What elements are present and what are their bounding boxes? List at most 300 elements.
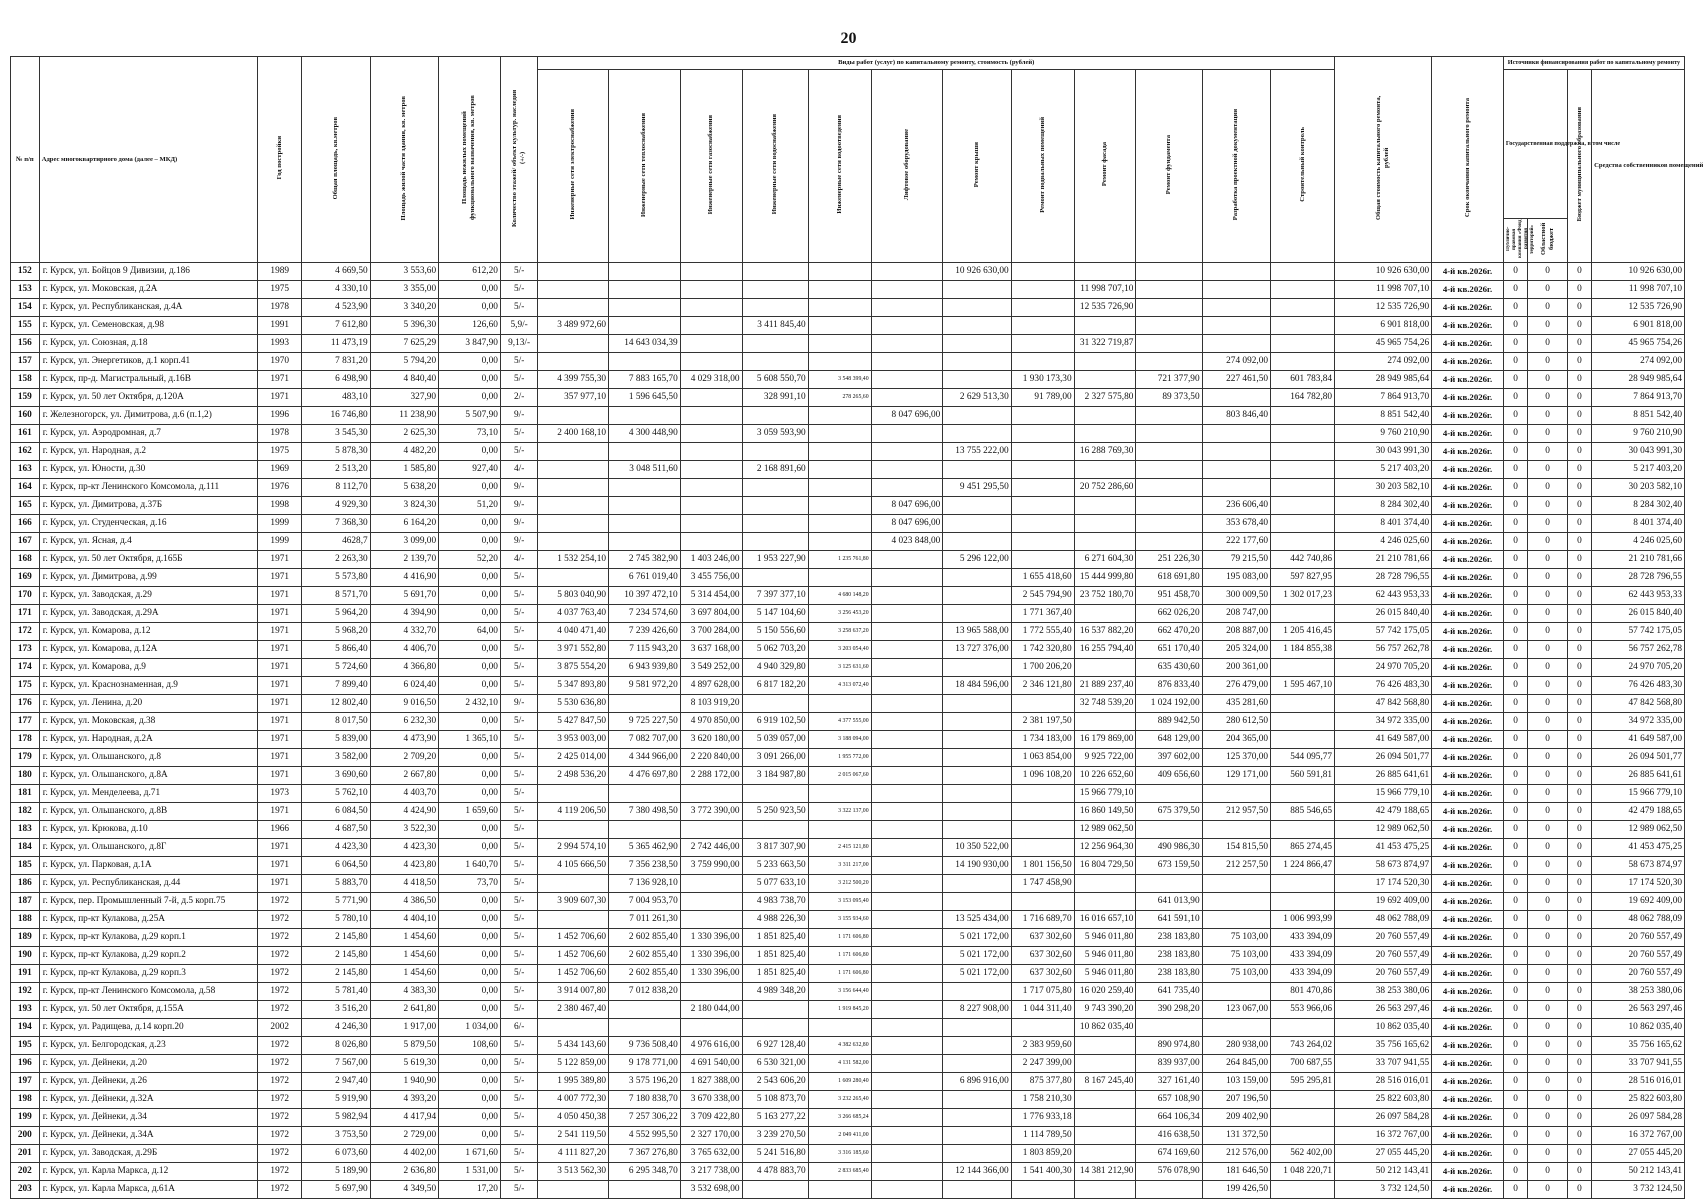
cell-control-cost bbox=[1271, 461, 1335, 479]
cell-living-area: 9 016,50 bbox=[370, 695, 438, 713]
cell-foundation-cost: 674 169,60 bbox=[1136, 1145, 1202, 1163]
cell-floors: 5/- bbox=[500, 713, 538, 731]
cell-basement-cost bbox=[1011, 839, 1074, 857]
cell-municipal-amount: 0 bbox=[1567, 479, 1591, 497]
cell-elec-cost: 4 119 206,50 bbox=[538, 803, 609, 821]
cell-facade-cost bbox=[1074, 263, 1136, 281]
cell-elec-cost: 1 995 389,80 bbox=[538, 1073, 609, 1091]
cell-municipal-amount: 0 bbox=[1567, 1109, 1591, 1127]
cell-lift-cost bbox=[871, 1055, 943, 1073]
cell-nonres-area: 612,20 bbox=[439, 263, 501, 281]
cell-gas-cost: 5 314 454,00 bbox=[680, 587, 742, 605]
cell-roof-cost: 13 755 222,00 bbox=[943, 443, 1011, 461]
cell-total-cost: 26 094 501,77 bbox=[1335, 749, 1432, 767]
cell-total-cost: 17 174 520,30 bbox=[1335, 875, 1432, 893]
cell-total-cost: 28 516 016,01 bbox=[1335, 1073, 1432, 1091]
cell-regional-amount: 0 bbox=[1528, 587, 1568, 605]
cell-total-cost: 6 901 818,00 bbox=[1335, 317, 1432, 335]
cell-owners-amount: 28 728 796,55 bbox=[1592, 569, 1685, 587]
cell-sewer-cost: 3 316 185,60 bbox=[808, 1145, 871, 1163]
cell-foundation-cost bbox=[1136, 821, 1202, 839]
cell-design-cost: 199 426,50 bbox=[1202, 1181, 1270, 1199]
cell-design-cost: 75 103,00 bbox=[1202, 947, 1270, 965]
cell-sewer-cost bbox=[808, 569, 871, 587]
cell-fund-amount: 0 bbox=[1503, 1019, 1527, 1037]
cell-lift-cost bbox=[871, 947, 943, 965]
cell-heat-cost bbox=[609, 1001, 681, 1019]
cell-owners-amount: 8 851 542,40 bbox=[1592, 407, 1685, 425]
cell-address: г. Курск, пр-кт Кулакова, д.29 корп.3 bbox=[39, 965, 257, 983]
cell-sewer-cost bbox=[808, 443, 871, 461]
header-sewer: Инженерные сети водоотведения bbox=[835, 115, 843, 214]
cell-living-area: 4 418,50 bbox=[370, 875, 438, 893]
cell-heat-cost bbox=[609, 443, 681, 461]
cell-owners-amount: 17 174 520,30 bbox=[1592, 875, 1685, 893]
cell-floors: 9/- bbox=[500, 533, 538, 551]
cell-municipal-amount: 0 bbox=[1567, 875, 1591, 893]
cell-regional-amount: 0 bbox=[1528, 1091, 1568, 1109]
cell-water-cost: 4 988 226,30 bbox=[742, 911, 808, 929]
cell-design-cost: 208 887,00 bbox=[1202, 623, 1270, 641]
cell-control-cost bbox=[1271, 479, 1335, 497]
cell-year: 1998 bbox=[258, 497, 302, 515]
cell-living-area: 5 794,20 bbox=[370, 353, 438, 371]
cell-total-area: 7 567,00 bbox=[302, 1055, 370, 1073]
cell-water-cost: 3 817 307,90 bbox=[742, 839, 808, 857]
table-row bbox=[11, 533, 1685, 551]
cell-sewer-cost bbox=[808, 299, 871, 317]
cell-year: 1971 bbox=[258, 371, 302, 389]
cell-foundation-cost bbox=[1136, 461, 1202, 479]
header-water: Инженерные сети водоснабжения bbox=[771, 114, 779, 215]
cell-floors: 5/- bbox=[500, 263, 538, 281]
header-municipal-cell bbox=[1567, 70, 1591, 263]
cell-facade-cost: 9 743 390,20 bbox=[1074, 1001, 1136, 1019]
cell-regional-amount: 0 bbox=[1528, 965, 1568, 983]
cell-floors: 5/- bbox=[500, 371, 538, 389]
cell-regional-amount: 0 bbox=[1528, 1001, 1568, 1019]
cell-roof-cost: 5 021 172,00 bbox=[943, 965, 1011, 983]
cell-roof-cost bbox=[943, 659, 1011, 677]
table-row bbox=[11, 479, 1685, 497]
cell-year: 1993 bbox=[258, 335, 302, 353]
cell-row-number: 202 bbox=[11, 1163, 40, 1181]
table-row bbox=[11, 497, 1685, 515]
cell-roof-cost bbox=[943, 317, 1011, 335]
cell-owners-amount: 41 453 475,25 bbox=[1592, 839, 1685, 857]
cell-design-cost bbox=[1202, 281, 1270, 299]
cell-nonres-area: 1 671,60 bbox=[439, 1145, 501, 1163]
cell-basement-cost: 1 758 210,30 bbox=[1011, 1091, 1074, 1109]
cell-heat-cost bbox=[609, 695, 681, 713]
table-row bbox=[11, 1145, 1685, 1163]
cell-address: г. Курск, ул. Республиканская, д.44 bbox=[39, 875, 257, 893]
cell-living-area: 5 638,20 bbox=[370, 479, 438, 497]
cell-elec-cost bbox=[538, 281, 609, 299]
cell-control-cost: 433 394,09 bbox=[1271, 929, 1335, 947]
cell-facade-cost: 23 752 180,70 bbox=[1074, 587, 1136, 605]
cell-municipal-amount: 0 bbox=[1567, 443, 1591, 461]
cell-term: 4-й кв.2026г. bbox=[1432, 983, 1504, 1001]
cell-living-area: 3 553,60 bbox=[370, 263, 438, 281]
cell-owners-amount: 48 062 788,09 bbox=[1592, 911, 1685, 929]
cell-total-area: 4 423,30 bbox=[302, 839, 370, 857]
cell-design-cost: 280 938,00 bbox=[1202, 1037, 1270, 1055]
table-row bbox=[11, 263, 1685, 281]
cell-municipal-amount: 0 bbox=[1567, 605, 1591, 623]
cell-address: г. Курск, ул. Краснознаменная, д.9 bbox=[39, 677, 257, 695]
cell-lift-cost bbox=[871, 821, 943, 839]
cell-year: 1971 bbox=[258, 587, 302, 605]
cell-owners-amount: 11 998 707,10 bbox=[1592, 281, 1685, 299]
cell-address: г. Курск, ул. Ольшанского, д.8В bbox=[39, 803, 257, 821]
cell-sewer-cost: 1 919 845,20 bbox=[808, 1001, 871, 1019]
cell-elec-cost: 3 971 552,80 bbox=[538, 641, 609, 659]
table-row bbox=[11, 641, 1685, 659]
cell-owners-amount: 3 732 124,50 bbox=[1592, 1181, 1685, 1199]
cell-regional-amount: 0 bbox=[1528, 731, 1568, 749]
cell-gas-cost bbox=[680, 335, 742, 353]
cell-design-cost: 222 177,60 bbox=[1202, 533, 1270, 551]
cell-basement-cost bbox=[1011, 803, 1074, 821]
cell-heat-cost: 14 643 034,39 bbox=[609, 335, 681, 353]
cell-nonres-area: 2 432,10 bbox=[439, 695, 501, 713]
cell-lift-cost bbox=[871, 1181, 943, 1199]
cell-nonres-area: 1 640,70 bbox=[439, 857, 501, 875]
cell-owners-amount: 20 760 557,49 bbox=[1592, 965, 1685, 983]
cell-address: г. Курск, пр-д. Магистральный, д.16В bbox=[39, 371, 257, 389]
cell-water-cost bbox=[742, 1019, 808, 1037]
cell-elec-cost bbox=[538, 443, 609, 461]
header-term: Срок окончания капитального ремонта bbox=[1463, 98, 1471, 218]
cell-address: г. Курск, ул. Заводская, д.29Б bbox=[39, 1145, 257, 1163]
cell-foundation-cost bbox=[1136, 785, 1202, 803]
cell-living-area: 4 840,40 bbox=[370, 371, 438, 389]
cell-facade-cost bbox=[1074, 1037, 1136, 1055]
cell-design-cost: 212 957,50 bbox=[1202, 803, 1270, 821]
cell-municipal-amount: 0 bbox=[1567, 1127, 1591, 1145]
cell-term: 4-й кв.2026г. bbox=[1432, 569, 1504, 587]
cell-foundation-cost: 635 430,60 bbox=[1136, 659, 1202, 677]
cell-total-area: 5 780,10 bbox=[302, 911, 370, 929]
cell-foundation-cost: 673 159,50 bbox=[1136, 857, 1202, 875]
cell-basement-cost: 1 541 400,30 bbox=[1011, 1163, 1074, 1181]
cell-regional-amount: 0 bbox=[1528, 317, 1568, 335]
cell-control-cost bbox=[1271, 281, 1335, 299]
cell-elec-cost: 3 914 007,80 bbox=[538, 983, 609, 1001]
cell-lift-cost bbox=[871, 929, 943, 947]
cell-fund-amount: 0 bbox=[1503, 1145, 1527, 1163]
cell-living-area: 3 522,30 bbox=[370, 821, 438, 839]
cell-gas-cost bbox=[680, 515, 742, 533]
cell-year: 1971 bbox=[258, 677, 302, 695]
cell-year: 1972 bbox=[258, 929, 302, 947]
cell-floors: 5/- bbox=[500, 299, 538, 317]
cell-floors: 5/- bbox=[500, 1091, 538, 1109]
cell-basement-cost: 1 742 320,80 bbox=[1011, 641, 1074, 659]
header-year-cell bbox=[258, 57, 302, 263]
page-number: 20 bbox=[840, 30, 857, 47]
cell-foundation-cost: 490 986,30 bbox=[1136, 839, 1202, 857]
cell-year: 1972 bbox=[258, 1163, 302, 1181]
cell-term: 4-й кв.2026г. bbox=[1432, 803, 1504, 821]
cell-address: г. Курск, ул. Дейнеки, д.26 bbox=[39, 1073, 257, 1091]
cell-basement-cost bbox=[1011, 281, 1074, 299]
cell-year: 1972 bbox=[258, 1091, 302, 1109]
cell-water-cost: 1 851 825,40 bbox=[742, 929, 808, 947]
cell-row-number: 177 bbox=[11, 713, 40, 731]
cell-facade-cost: 8 167 245,40 bbox=[1074, 1073, 1136, 1091]
cell-year: 1972 bbox=[258, 1109, 302, 1127]
header-fund: Публично-правовая компания «Фонд развития территорий» bbox=[1505, 219, 1535, 259]
cell-foundation-cost bbox=[1136, 1019, 1202, 1037]
table-row bbox=[11, 677, 1685, 695]
cell-roof-cost: 12 144 366,00 bbox=[943, 1163, 1011, 1181]
cell-fund-amount: 0 bbox=[1503, 911, 1527, 929]
cell-control-cost bbox=[1271, 407, 1335, 425]
cell-regional-amount: 0 bbox=[1528, 497, 1568, 515]
cell-design-cost: 803 846,40 bbox=[1202, 407, 1270, 425]
cell-row-number: 180 bbox=[11, 767, 40, 785]
cell-total-cost: 26 563 297,46 bbox=[1335, 1001, 1432, 1019]
cell-total-cost: 24 970 705,20 bbox=[1335, 659, 1432, 677]
header-design: Разработка проектной документации bbox=[1232, 108, 1240, 221]
cell-row-number: 154 bbox=[11, 299, 40, 317]
cell-heat-cost bbox=[609, 299, 681, 317]
cell-water-cost: 5 233 663,50 bbox=[742, 857, 808, 875]
cell-term: 4-й кв.2026г. bbox=[1432, 695, 1504, 713]
table-row bbox=[11, 785, 1685, 803]
cell-gas-cost: 3 549 252,00 bbox=[680, 659, 742, 677]
cell-lift-cost bbox=[871, 983, 943, 1001]
cell-regional-amount: 0 bbox=[1528, 785, 1568, 803]
cell-foundation-cost bbox=[1136, 425, 1202, 443]
cell-elec-cost bbox=[538, 407, 609, 425]
cell-municipal-amount: 0 bbox=[1567, 641, 1591, 659]
cell-nonres-area: 0,00 bbox=[439, 1091, 501, 1109]
cell-total-cost: 25 822 603,80 bbox=[1335, 1091, 1432, 1109]
cell-nonres-area: 73,10 bbox=[439, 425, 501, 443]
cell-design-cost bbox=[1202, 317, 1270, 335]
cell-fund-amount: 0 bbox=[1503, 623, 1527, 641]
table-row bbox=[11, 983, 1685, 1001]
cell-design-cost: 79 215,50 bbox=[1202, 551, 1270, 569]
cell-fund-amount: 0 bbox=[1503, 569, 1527, 587]
cell-owners-amount: 30 043 991,30 bbox=[1592, 443, 1685, 461]
cell-design-cost: 204 365,00 bbox=[1202, 731, 1270, 749]
cell-floors: 5/- bbox=[500, 1145, 538, 1163]
cell-control-cost bbox=[1271, 785, 1335, 803]
cell-nonres-area: 5 507,90 bbox=[439, 407, 501, 425]
cell-gas-cost: 1 330 396,00 bbox=[680, 947, 742, 965]
cell-living-area: 4 332,70 bbox=[370, 623, 438, 641]
cell-nonres-area: 0,00 bbox=[439, 821, 501, 839]
cell-heat-cost bbox=[609, 497, 681, 515]
cell-floors: 5/- bbox=[500, 677, 538, 695]
cell-control-cost: 433 394,09 bbox=[1271, 965, 1335, 983]
cell-total-cost: 27 055 445,20 bbox=[1335, 1145, 1432, 1163]
header-gas-cell bbox=[680, 70, 742, 263]
cell-living-area: 2 636,80 bbox=[370, 1163, 438, 1181]
cell-floors: 9/- bbox=[500, 479, 538, 497]
cell-nonres-area: 108,60 bbox=[439, 1037, 501, 1055]
cell-roof-cost: 9 451 295,50 bbox=[943, 479, 1011, 497]
cell-control-cost: 595 295,81 bbox=[1271, 1073, 1335, 1091]
cell-municipal-amount: 0 bbox=[1567, 371, 1591, 389]
cell-water-cost: 328 991,10 bbox=[742, 389, 808, 407]
cell-municipal-amount: 0 bbox=[1567, 965, 1591, 983]
cell-elec-cost bbox=[538, 821, 609, 839]
cell-foundation-cost: 664 106,34 bbox=[1136, 1109, 1202, 1127]
table-row bbox=[11, 1109, 1685, 1127]
cell-gas-cost bbox=[680, 533, 742, 551]
cell-total-cost: 56 757 262,78 bbox=[1335, 641, 1432, 659]
cell-regional-amount: 0 bbox=[1528, 389, 1568, 407]
cell-nonres-area: 0,00 bbox=[439, 767, 501, 785]
cell-lift-cost bbox=[871, 767, 943, 785]
cell-gas-cost bbox=[680, 479, 742, 497]
table-row bbox=[11, 1091, 1685, 1109]
cell-regional-amount: 0 bbox=[1528, 821, 1568, 839]
cell-total-area: 6 498,90 bbox=[302, 371, 370, 389]
cell-fund-amount: 0 bbox=[1503, 947, 1527, 965]
cell-owners-amount: 26 563 297,46 bbox=[1592, 1001, 1685, 1019]
cell-term: 4-й кв.2026г. bbox=[1432, 281, 1504, 299]
cell-design-cost bbox=[1202, 479, 1270, 497]
cell-gas-cost: 3 532 698,00 bbox=[680, 1181, 742, 1199]
cell-facade-cost: 15 966 779,10 bbox=[1074, 785, 1136, 803]
cell-sewer-cost: 4 382 632,80 bbox=[808, 1037, 871, 1055]
cell-living-area: 4 393,20 bbox=[370, 1091, 438, 1109]
cell-basement-cost: 2 383 959,60 bbox=[1011, 1037, 1074, 1055]
cell-facade-cost: 16 255 794,40 bbox=[1074, 641, 1136, 659]
table-row bbox=[11, 587, 1685, 605]
cell-control-cost bbox=[1271, 695, 1335, 713]
cell-floors: 5/- bbox=[500, 731, 538, 749]
cell-elec-cost bbox=[538, 911, 609, 929]
cell-water-cost: 4 983 738,70 bbox=[742, 893, 808, 911]
cell-owners-amount: 42 479 188,65 bbox=[1592, 803, 1685, 821]
cell-row-number: 164 bbox=[11, 479, 40, 497]
cell-total-area: 8 112,70 bbox=[302, 479, 370, 497]
cell-floors: 5/- bbox=[500, 965, 538, 983]
cell-roof-cost: 13 727 376,00 bbox=[943, 641, 1011, 659]
cell-year: 1971 bbox=[258, 389, 302, 407]
cell-regional-amount: 0 bbox=[1528, 1163, 1568, 1181]
cell-nonres-area: 52,20 bbox=[439, 551, 501, 569]
cell-fund-amount: 0 bbox=[1503, 857, 1527, 875]
cell-gas-cost: 3 637 168,00 bbox=[680, 641, 742, 659]
cell-lift-cost bbox=[871, 425, 943, 443]
cell-address: г. Курск, ул. Ясная, д.4 bbox=[39, 533, 257, 551]
cell-row-number: 157 bbox=[11, 353, 40, 371]
cell-address: г. Курск, ул. Ольшанского, д.8А bbox=[39, 767, 257, 785]
cell-roof-cost: 6 896 916,00 bbox=[943, 1073, 1011, 1091]
cell-total-cost: 274 092,00 bbox=[1335, 353, 1432, 371]
cell-fund-amount: 0 bbox=[1503, 713, 1527, 731]
cell-basement-cost bbox=[1011, 443, 1074, 461]
cell-total-area: 3 516,20 bbox=[302, 1001, 370, 1019]
cell-owners-amount: 25 822 603,80 bbox=[1592, 1091, 1685, 1109]
cell-address: г. Курск, ул. Аэродромная, д.7 bbox=[39, 425, 257, 443]
cell-heat-cost: 7 012 838,20 bbox=[609, 983, 681, 1001]
cell-owners-amount: 35 756 165,62 bbox=[1592, 1037, 1685, 1055]
cell-heat-cost: 7 136 928,10 bbox=[609, 875, 681, 893]
cell-living-area: 4 417,94 bbox=[370, 1109, 438, 1127]
cell-owners-amount: 5 217 403,20 bbox=[1592, 461, 1685, 479]
cell-row-number: 184 bbox=[11, 839, 40, 857]
cell-nonres-area: 0,00 bbox=[439, 533, 501, 551]
cell-fund-amount: 0 bbox=[1503, 389, 1527, 407]
cell-design-cost: 274 092,00 bbox=[1202, 353, 1270, 371]
table-row bbox=[11, 461, 1685, 479]
cell-lift-cost: 4 023 848,00 bbox=[871, 533, 943, 551]
cell-sewer-cost bbox=[808, 695, 871, 713]
cell-foundation-cost: 397 602,00 bbox=[1136, 749, 1202, 767]
cell-total-cost: 62 443 953,33 bbox=[1335, 587, 1432, 605]
cell-basement-cost bbox=[1011, 1019, 1074, 1037]
cell-foundation-cost bbox=[1136, 299, 1202, 317]
cell-term: 4-й кв.2026г. bbox=[1432, 659, 1504, 677]
cell-heat-cost bbox=[609, 353, 681, 371]
cell-owners-amount: 76 426 483,30 bbox=[1592, 677, 1685, 695]
cell-total-cost: 34 972 335,00 bbox=[1335, 713, 1432, 731]
table-row bbox=[11, 749, 1685, 767]
cell-control-cost bbox=[1271, 821, 1335, 839]
cell-regional-amount: 0 bbox=[1528, 1109, 1568, 1127]
cell-gas-cost: 3 697 804,00 bbox=[680, 605, 742, 623]
cell-owners-amount: 56 757 262,78 bbox=[1592, 641, 1685, 659]
cell-municipal-amount: 0 bbox=[1567, 533, 1591, 551]
cell-address: г. Курск, ул. Моковская, д.2А bbox=[39, 281, 257, 299]
cell-lift-cost bbox=[871, 1001, 943, 1019]
cell-roof-cost bbox=[943, 749, 1011, 767]
cell-address: г. Курск, ул. Ленина, д.20 bbox=[39, 695, 257, 713]
cell-facade-cost bbox=[1074, 407, 1136, 425]
cell-nonres-area: 1 531,00 bbox=[439, 1163, 501, 1181]
cell-year: 1971 bbox=[258, 659, 302, 677]
cell-year: 1972 bbox=[258, 1055, 302, 1073]
cell-gas-cost: 3 620 180,00 bbox=[680, 731, 742, 749]
cell-year: 1972 bbox=[258, 947, 302, 965]
header-lift-cell bbox=[871, 70, 943, 263]
cell-elec-cost: 1 532 254,10 bbox=[538, 551, 609, 569]
cell-foundation-cost: 889 942,50 bbox=[1136, 713, 1202, 731]
cell-roof-cost: 5 021 172,00 bbox=[943, 947, 1011, 965]
cell-elec-cost: 4 399 755,30 bbox=[538, 371, 609, 389]
cell-nonres-area: 0,00 bbox=[439, 389, 501, 407]
cell-facade-cost: 5 946 011,80 bbox=[1074, 965, 1136, 983]
cell-lift-cost bbox=[871, 623, 943, 641]
cell-basement-cost: 2 545 794,90 bbox=[1011, 587, 1074, 605]
cell-total-area: 6 073,60 bbox=[302, 1145, 370, 1163]
cell-gas-cost bbox=[680, 299, 742, 317]
cell-heat-cost: 9 178 771,00 bbox=[609, 1055, 681, 1073]
cell-term: 4-й кв.2026г. bbox=[1432, 533, 1504, 551]
cell-control-cost bbox=[1271, 875, 1335, 893]
cell-term: 4-й кв.2026г. bbox=[1432, 1037, 1504, 1055]
cell-total-area: 5 762,10 bbox=[302, 785, 370, 803]
header-total-cost-cell bbox=[1335, 57, 1432, 263]
cell-elec-cost: 5 530 636,80 bbox=[538, 695, 609, 713]
cell-elec-cost bbox=[538, 533, 609, 551]
cell-regional-amount: 0 bbox=[1528, 767, 1568, 785]
cell-gas-cost: 2 180 044,00 bbox=[680, 1001, 742, 1019]
cell-basement-cost: 2 381 197,50 bbox=[1011, 713, 1074, 731]
cell-facade-cost bbox=[1074, 533, 1136, 551]
cell-gas-cost bbox=[680, 443, 742, 461]
cell-gas-cost: 4 976 616,00 bbox=[680, 1037, 742, 1055]
